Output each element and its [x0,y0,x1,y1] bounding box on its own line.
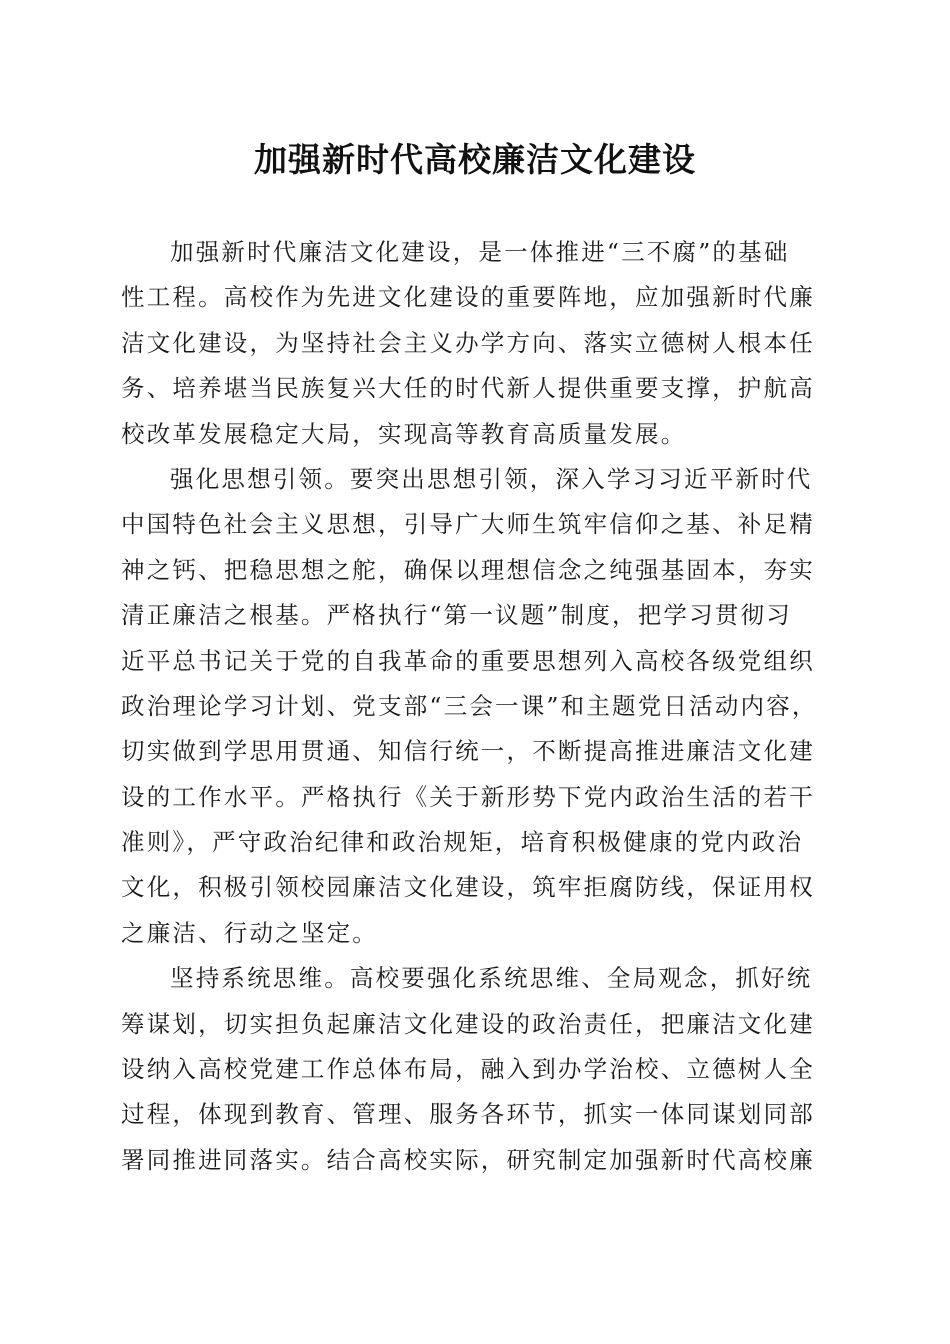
paragraph-line: 切实做到学思用贯通、知信行统一，不断提高推进廉洁文化建 [121,737,815,766]
paragraph-line: 洁文化建设，为坚持社会主义办学方向、落实立德树人根本任 [121,328,815,357]
paragraph-line: 署同推进同落实。结合高校实际，研究制定加强新时代高校廉 [121,1145,815,1174]
paragraph-line: 政治理论学习计划、党支部“三会一课”和主题党日活动内容， [121,691,818,720]
paragraph-line: 设的工作水平。严格执行《关于新形势下党内政治生活的若干 [121,782,815,811]
paragraph-line: 强化思想引领。要突出思想引领，深入学习习近平新时代 [170,464,813,493]
paragraph-line: 加强新时代廉洁文化建设，是一体推进“三不腐”的基础 [170,238,790,266]
paragraph-line: 文化，积极引领校园廉洁文化建设，筑牢拒腐防线，保证用权 [121,873,815,902]
paragraph-intro [121,230,831,457]
paragraph-line: 过程，体现到教育、管理、服务各环节，抓实一体同谋划同部 [121,1100,815,1129]
paragraph-line: 设纳入高校党建工作总体布局，融入到办学治校、立德树人全 [121,1055,815,1084]
paragraph-line: 神之钙、把稳思想之舵，确保以理想信念之纯强基固本，夯实 [121,555,815,584]
paragraph-line: 务、培养堪当民族复兴大任的时代新人提供重要支撑，护航高 [121,374,815,403]
paragraph-line: 坚持系统思维。高校要强化系统思维、全局观念，抓好统 [170,964,813,993]
paragraph-line: 清正廉洁之根基。严格执行“第一议题”制度，把学习贯彻习 [121,601,792,630]
paragraph-line: 之廉洁、行动之坚定。 [121,918,378,947]
paragraph-thought-guidance [121,457,831,956]
paragraph-line: 校改革发展稳定大局，实现高等教育高质量发展。 [121,419,687,448]
paragraph-line: 筹谋划，切实担负起廉洁文化建设的政治责任，把廉洁文化建 [121,1009,815,1038]
paragraph-line: 准则》，严守政治纪律和政治规矩，培育积极健康的党内政治 [121,828,804,857]
paragraph-line: 中国特色社会主义思想，引导广大师生筑牢信仰之基、补足精 [121,510,815,539]
paragraph-systems-thinking [121,956,831,1183]
document-title: 加强新时代高校廉洁文化建设 [254,140,696,179]
paragraph-line: 性工程。高校作为先进文化建设的重要阵地，应加强新时代廉 [121,283,815,312]
paragraph-line: 近平总书记关于党的自我革命的重要思想列入高校各级党组织 [121,646,815,675]
document-body [121,230,831,1183]
